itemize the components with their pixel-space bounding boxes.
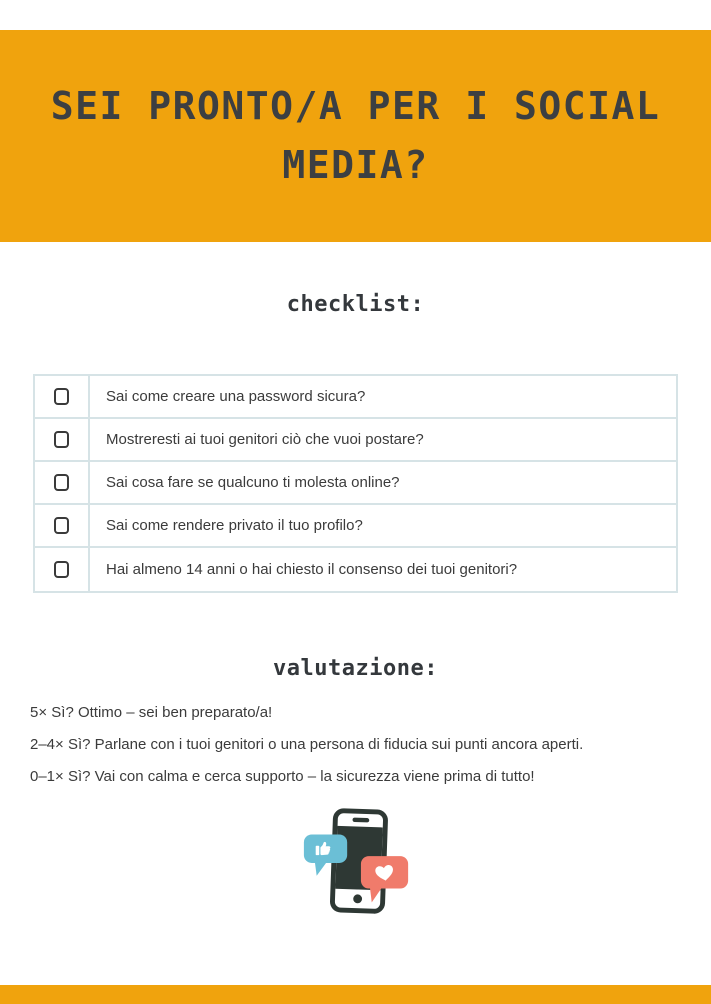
- checklist-item-label: Sai come rendere privato il tuo profilo?: [106, 517, 363, 534]
- smartphone-illustration-svg: [298, 806, 416, 918]
- checklist-item-label: Hai almeno 14 anni o hai chiesto il consenso dei tuoi genitori?: [106, 561, 518, 578]
- checkbox-cell: [35, 505, 90, 546]
- checklist-row: [35, 419, 676, 462]
- checkbox[interactable]: [54, 474, 69, 491]
- checklist-heading: checklist:: [286, 292, 425, 317]
- checkbox[interactable]: [54, 561, 69, 578]
- evaluation-line: 5× Sì? Ottimo – sei ben preparato/a!: [30, 704, 273, 721]
- checklist-row: [35, 505, 676, 548]
- checklist-table: [33, 374, 678, 593]
- checkbox[interactable]: [54, 431, 69, 448]
- checkbox[interactable]: [54, 388, 69, 405]
- checklist-row: [35, 462, 676, 505]
- page-title: SEI PRONTO/A PER I SOCIAL MEDIA?: [50, 84, 661, 187]
- checklist-item-label: Sai come creare una password sicura?: [106, 388, 366, 405]
- header-band: [0, 30, 711, 242]
- checklist-row: [35, 376, 676, 419]
- footer-band: [0, 985, 711, 1004]
- checklist-item-label: Sai cosa fare se qualcuno ti molesta online?: [106, 474, 400, 491]
- evaluation-line: 0–1× Sì? Vai con calma e cerca supporto – la sicurezza viene prima di tutto!: [30, 768, 535, 785]
- checklist-row: [35, 548, 676, 591]
- checkbox-cell: [35, 419, 90, 460]
- smartphone-illustration: [298, 806, 416, 918]
- evaluation-line: 2–4× Sì? Parlane con i tuoi genitori o una persona di fiducia sui punti ancora aperti.: [30, 736, 584, 753]
- checkbox-cell: [35, 548, 90, 591]
- evaluation-lines: [30, 705, 680, 801]
- checkbox-cell: [35, 376, 90, 417]
- checklist-item-label: Mostreresti ai tuoi genitori ciò che vuoi postare?: [106, 431, 424, 448]
- checkbox[interactable]: [54, 517, 69, 534]
- checkbox-cell: [35, 462, 90, 503]
- evaluation-heading: valutazione:: [273, 656, 438, 681]
